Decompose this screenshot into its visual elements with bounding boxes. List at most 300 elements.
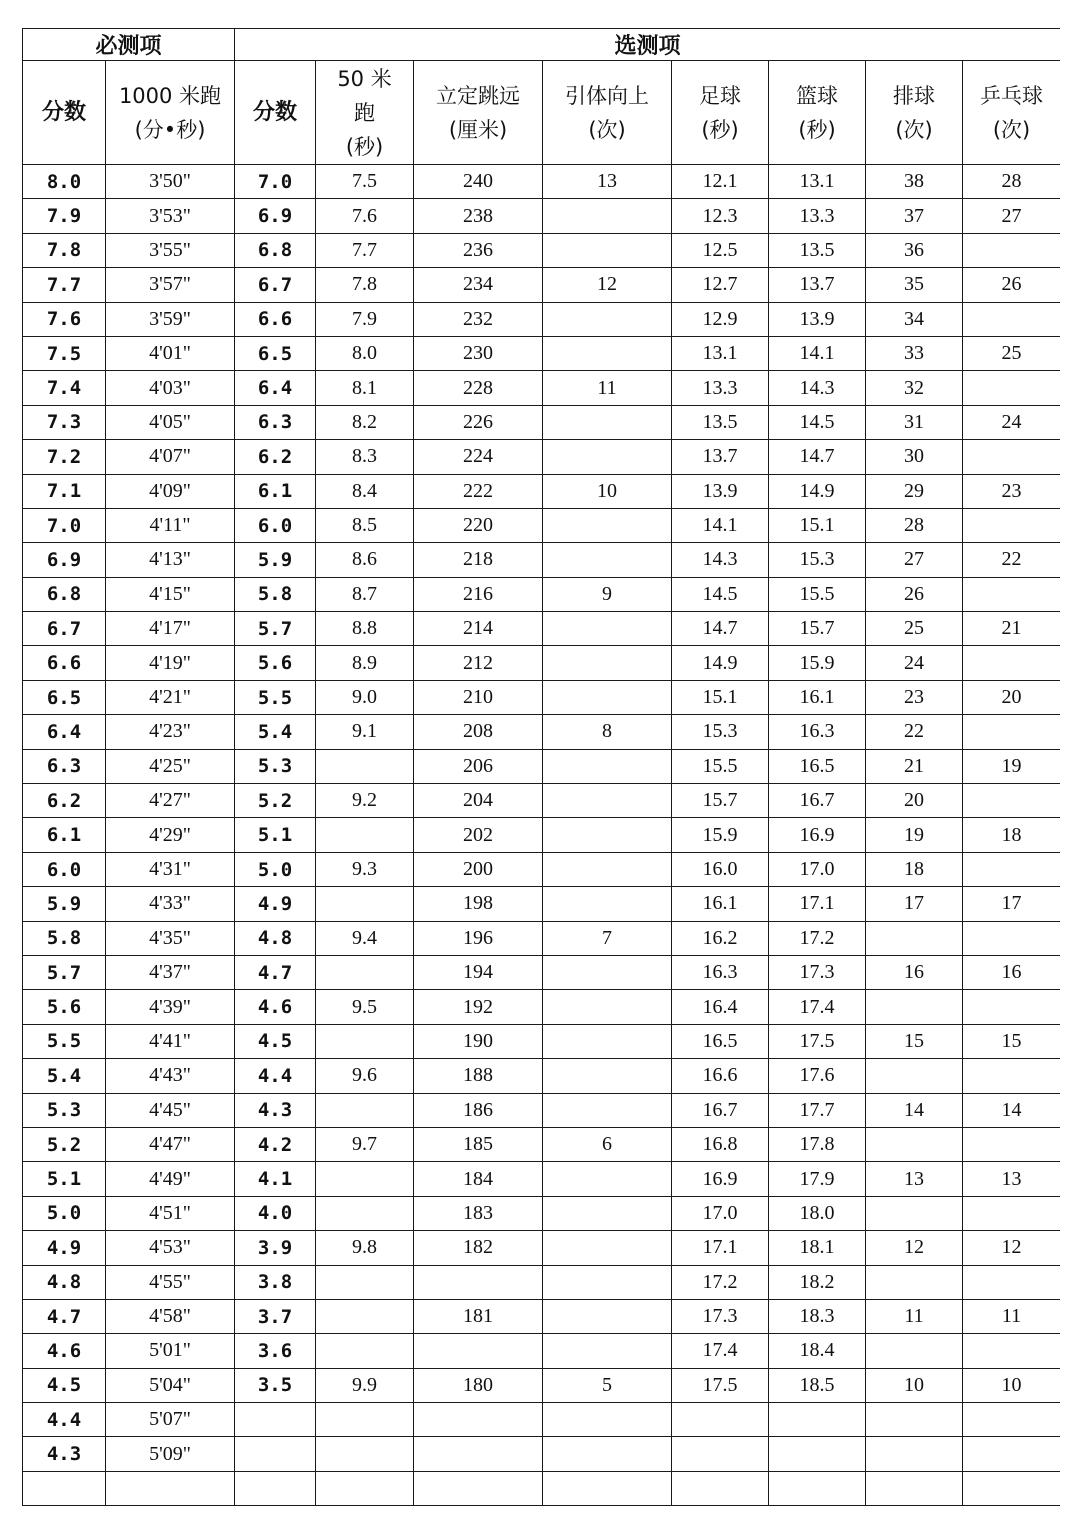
column-header-line: (秒) [798, 117, 836, 142]
run-1000m-cell: 4'55" [106, 1265, 235, 1299]
run-50m-cell [316, 1403, 414, 1437]
table-row [23, 1403, 1061, 1437]
run-50m-cell [316, 887, 414, 921]
run-1000m-cell: 4'11" [106, 508, 235, 542]
run-1000m-cell: 4'33" [106, 887, 235, 921]
score-cell: 5.2 [23, 1127, 106, 1161]
optional-score-cell: 6.8 [235, 233, 316, 267]
optional-score-cell: 4.8 [235, 921, 316, 955]
optional-score-cell: 5.9 [235, 543, 316, 577]
pull-up-cell [543, 887, 672, 921]
optional-score-cell: 4.0 [235, 1196, 316, 1230]
table-tennis-cell: 21 [963, 612, 1060, 646]
run-50m-cell: 8.4 [316, 474, 414, 508]
standing-long-jump-cell [414, 1334, 543, 1368]
football-cell: 16.3 [672, 955, 769, 989]
run-50m-cell: 8.7 [316, 577, 414, 611]
run-50m-cell: 8.0 [316, 336, 414, 370]
table-tennis-cell [963, 990, 1060, 1024]
table-row [23, 646, 1061, 680]
score-cell: 7.7 [23, 268, 106, 302]
run-1000m-cell: 5'07" [106, 1403, 235, 1437]
table-row [23, 1265, 1061, 1299]
score-cell: 7.8 [23, 233, 106, 267]
column-header-row [23, 61, 1061, 165]
pull-up-cell [543, 543, 672, 577]
run-50m-cell [316, 749, 414, 783]
table-tennis-cell [963, 646, 1060, 680]
table-tennis-cell: 16 [963, 955, 1060, 989]
table-row [23, 1471, 1061, 1505]
basketball-cell: 18.3 [769, 1299, 866, 1333]
pull-up-cell [543, 405, 672, 439]
column-header-line: (秒) [701, 117, 739, 142]
score-cell: 6.9 [23, 543, 106, 577]
run-50m-cell: 9.9 [316, 1368, 414, 1402]
football-cell: 17.3 [672, 1299, 769, 1333]
run-50m-cell: 8.3 [316, 440, 414, 474]
pull-up-cell [543, 1299, 672, 1333]
standing-long-jump-cell [414, 1471, 543, 1505]
column-header-line: 篮球 [796, 83, 839, 108]
score-cell: 6.6 [23, 646, 106, 680]
run-50m-cell [316, 1334, 414, 1368]
volleyball-cell [866, 1127, 963, 1161]
score-header [23, 61, 106, 165]
score-cell: 7.0 [23, 508, 106, 542]
football-cell: 14.7 [672, 612, 769, 646]
run-50m-cell [316, 1265, 414, 1299]
table-row [23, 887, 1061, 921]
run-50m-cell [316, 1093, 414, 1127]
run-50m-cell: 9.5 [316, 990, 414, 1024]
run-50m-cell [316, 955, 414, 989]
run-1000m-cell: 4'53" [106, 1231, 235, 1265]
score-cell: 7.6 [23, 302, 106, 336]
table-row [23, 508, 1061, 542]
football-cell: 17.0 [672, 1196, 769, 1230]
basketball-cell [769, 1471, 866, 1505]
score-cell: 5.8 [23, 921, 106, 955]
volleyball-cell [866, 1403, 963, 1437]
run-1000m-cell: 4'01" [106, 336, 235, 370]
column-header-line: 跑 [354, 100, 376, 125]
run-1000m-cell: 4'31" [106, 852, 235, 886]
standing-long-jump-cell: 185 [414, 1127, 543, 1161]
volleyball-cell: 17 [866, 887, 963, 921]
table-row [23, 715, 1061, 749]
pull-up-cell [543, 680, 672, 714]
score-cell: 4.9 [23, 1231, 106, 1265]
table-tennis-cell: 27 [963, 199, 1060, 233]
optional-score-cell: 4.2 [235, 1127, 316, 1161]
table-row [23, 1162, 1061, 1196]
table-tennis-cell [963, 1471, 1060, 1505]
score-cell: 5.7 [23, 955, 106, 989]
basketball-header [769, 61, 866, 165]
standing-long-jump-cell: 180 [414, 1368, 543, 1402]
score-cell: 6.8 [23, 577, 106, 611]
run-50m-cell: 9.3 [316, 852, 414, 886]
table-tennis-cell [963, 440, 1060, 474]
table-row [23, 302, 1061, 336]
table-row [23, 474, 1061, 508]
volleyball-cell [866, 1265, 963, 1299]
optional-score-cell: 5.1 [235, 818, 316, 852]
football-cell: 16.6 [672, 1059, 769, 1093]
volleyball-cell [866, 1471, 963, 1505]
football-cell: 16.8 [672, 1127, 769, 1161]
table-tennis-cell [963, 1127, 1060, 1161]
run-50m-cell [316, 1162, 414, 1196]
standing-long-jump-cell: 204 [414, 784, 543, 818]
volleyball-cell: 35 [866, 268, 963, 302]
pull-up-cell: 10 [543, 474, 672, 508]
optional-score-cell: 3.6 [235, 1334, 316, 1368]
volleyball-cell: 15 [866, 1024, 963, 1058]
score-cell: 7.4 [23, 371, 106, 405]
run-1000m-cell: 4'15" [106, 577, 235, 611]
score-cell: 6.2 [23, 784, 106, 818]
table-row [23, 1196, 1061, 1230]
optional-score-cell: 6.7 [235, 268, 316, 302]
column-header-line: (分•秒) [134, 117, 206, 142]
basketball-cell: 17.6 [769, 1059, 866, 1093]
pull-up-cell: 11 [543, 371, 672, 405]
optional-score-cell: 4.5 [235, 1024, 316, 1058]
basketball-cell: 17.1 [769, 887, 866, 921]
standing-long-jump-cell [414, 1437, 543, 1471]
standing-long-jump-cell: 208 [414, 715, 543, 749]
basketball-cell: 15.9 [769, 646, 866, 680]
optional-score-cell: 6.6 [235, 302, 316, 336]
volleyball-cell: 24 [866, 646, 963, 680]
run-50m-cell [316, 818, 414, 852]
basketball-cell: 13.5 [769, 233, 866, 267]
standing-long-jump-cell: 210 [414, 680, 543, 714]
score-cell: 4.3 [23, 1437, 106, 1471]
run-1000m-cell: 3'53" [106, 199, 235, 233]
table-tennis-cell [963, 1196, 1060, 1230]
table-row [23, 1437, 1061, 1471]
football-cell: 15.1 [672, 680, 769, 714]
optional-score-cell: 3.7 [235, 1299, 316, 1333]
run-1000m-cell: 4'19" [106, 646, 235, 680]
table-tennis-cell: 18 [963, 818, 1060, 852]
volleyball-cell: 14 [866, 1093, 963, 1127]
pull-up-cell [543, 440, 672, 474]
run-50m-cell [316, 1471, 414, 1505]
football-cell: 16.1 [672, 887, 769, 921]
standing-long-jump-cell [414, 1403, 543, 1437]
run-1000m-cell [106, 1471, 235, 1505]
column-header-line: (次) [895, 117, 933, 142]
volleyball-cell: 30 [866, 440, 963, 474]
standing-long-jump-cell [414, 1265, 543, 1299]
pull-up-cell [543, 1196, 672, 1230]
standing-long-jump-cell: 194 [414, 955, 543, 989]
volleyball-cell: 13 [866, 1162, 963, 1196]
run-1000m-cell: 4'51" [106, 1196, 235, 1230]
football-cell: 12.3 [672, 199, 769, 233]
football-cell: 12.1 [672, 165, 769, 199]
football-cell: 14.3 [672, 543, 769, 577]
pull-up-cell [543, 646, 672, 680]
table-tennis-cell [963, 1334, 1060, 1368]
basketball-cell: 17.0 [769, 852, 866, 886]
basketball-cell: 18.0 [769, 1196, 866, 1230]
pull-up-cell [543, 612, 672, 646]
optional-score-cell: 5.3 [235, 749, 316, 783]
column-header-line: 分数 [253, 99, 298, 125]
volleyball-header [866, 61, 963, 165]
table-row [23, 990, 1061, 1024]
pull-up-cell: 7 [543, 921, 672, 955]
table-row [23, 543, 1061, 577]
basketball-cell [769, 1403, 866, 1437]
run-1000m-cell: 3'50" [106, 165, 235, 199]
score-cell: 5.9 [23, 887, 106, 921]
run-1000m-cell: 4'07" [106, 440, 235, 474]
football-cell: 16.9 [672, 1162, 769, 1196]
table-row [23, 1368, 1061, 1402]
optional-score-cell: 3.9 [235, 1231, 316, 1265]
score-cell: 6.1 [23, 818, 106, 852]
football-cell: 15.5 [672, 749, 769, 783]
pull-up-cell [543, 784, 672, 818]
run-1000m-cell: 4'39" [106, 990, 235, 1024]
column-header-line: 足球 [699, 83, 742, 108]
score-cell: 7.1 [23, 474, 106, 508]
optional-score-cell: 6.5 [235, 336, 316, 370]
basketball-cell: 18.5 [769, 1368, 866, 1402]
column-header-line: 立定跳远 [436, 83, 521, 108]
football-cell: 15.7 [672, 784, 769, 818]
football-cell: 13.9 [672, 474, 769, 508]
football-cell: 17.5 [672, 1368, 769, 1402]
table-tennis-cell [963, 921, 1060, 955]
volleyball-cell: 27 [866, 543, 963, 577]
basketball-cell: 17.7 [769, 1093, 866, 1127]
table-tennis-header [963, 61, 1060, 165]
run-1000m-cell: 4'41" [106, 1024, 235, 1058]
volleyball-cell: 23 [866, 680, 963, 714]
score-cell [23, 1471, 106, 1505]
football-cell: 16.2 [672, 921, 769, 955]
pull-up-cell [543, 233, 672, 267]
run-1000m-cell: 4'25" [106, 749, 235, 783]
basketball-cell: 14.1 [769, 336, 866, 370]
basketball-cell: 17.5 [769, 1024, 866, 1058]
score-cell: 7.3 [23, 405, 106, 439]
football-cell: 17.2 [672, 1265, 769, 1299]
basketball-cell: 13.7 [769, 268, 866, 302]
football-cell: 13.1 [672, 336, 769, 370]
column-header-line: 1000 米跑 [118, 83, 222, 108]
score-cell: 4.6 [23, 1334, 106, 1368]
score-cell: 6.4 [23, 715, 106, 749]
volleyball-cell [866, 921, 963, 955]
table-tennis-cell [963, 302, 1060, 336]
volleyball-cell [866, 1059, 963, 1093]
volleyball-cell: 10 [866, 1368, 963, 1402]
score-cell: 6.7 [23, 612, 106, 646]
column-header-line: 排球 [893, 83, 936, 108]
run-1000m-cell: 4'49" [106, 1162, 235, 1196]
run-50m-cell: 8.6 [316, 543, 414, 577]
football-cell: 16.7 [672, 1093, 769, 1127]
optional-score-cell: 4.4 [235, 1059, 316, 1093]
volleyball-cell: 18 [866, 852, 963, 886]
pull-up-cell [543, 1334, 672, 1368]
run-50m-cell: 9.6 [316, 1059, 414, 1093]
optional-items-header: 选测项 [235, 29, 1060, 61]
table-row [23, 1231, 1061, 1265]
volleyball-cell: 12 [866, 1231, 963, 1265]
pull-up-cell: 5 [543, 1368, 672, 1402]
column-header-line: 50 米 [337, 66, 392, 91]
volleyball-cell: 37 [866, 199, 963, 233]
score-cell: 5.1 [23, 1162, 106, 1196]
football-cell: 14.9 [672, 646, 769, 680]
basketball-cell: 17.3 [769, 955, 866, 989]
optional-score-cell: 7.0 [235, 165, 316, 199]
pull-up-cell [543, 1162, 672, 1196]
volleyball-cell: 19 [866, 818, 963, 852]
pull-up-cell [543, 749, 672, 783]
optional-score-cell: 4.7 [235, 955, 316, 989]
standing-long-jump-header [414, 61, 543, 165]
run-50m-cell: 9.0 [316, 680, 414, 714]
column-header-line: 引体向上 [565, 83, 650, 108]
standing-long-jump-cell: 200 [414, 852, 543, 886]
standing-long-jump-cell: 224 [414, 440, 543, 474]
score-cell: 6.0 [23, 852, 106, 886]
required-items-header: 必测项 [23, 29, 235, 61]
optional-score-header [235, 61, 316, 165]
column-header-line: 乒乓球 [980, 83, 1044, 108]
optional-score-cell: 6.3 [235, 405, 316, 439]
run-1000m-cell: 4'13" [106, 543, 235, 577]
football-cell: 15.3 [672, 715, 769, 749]
table-row [23, 680, 1061, 714]
run-50m-cell [316, 1437, 414, 1471]
run-1000m-cell: 4'37" [106, 955, 235, 989]
table-tennis-cell: 13 [963, 1162, 1060, 1196]
pull-up-cell: 6 [543, 1127, 672, 1161]
table-row [23, 336, 1061, 370]
column-header-line: (厘米) [448, 117, 508, 142]
table-row [23, 1127, 1061, 1161]
optional-score-cell: 6.2 [235, 440, 316, 474]
table-row [23, 1334, 1061, 1368]
standing-long-jump-cell: 238 [414, 199, 543, 233]
run-1000m-cell: 4'35" [106, 921, 235, 955]
score-cell: 5.6 [23, 990, 106, 1024]
basketball-cell: 16.9 [769, 818, 866, 852]
table-tennis-cell [963, 852, 1060, 886]
table-tennis-cell [963, 715, 1060, 749]
table-tennis-cell: 20 [963, 680, 1060, 714]
table-tennis-cell: 15 [963, 1024, 1060, 1058]
volleyball-cell: 21 [866, 749, 963, 783]
standing-long-jump-cell: 240 [414, 165, 543, 199]
optional-score-cell [235, 1403, 316, 1437]
run-50m-cell: 9.7 [316, 1127, 414, 1161]
standing-long-jump-cell: 228 [414, 371, 543, 405]
table-row [23, 612, 1061, 646]
run-50m-cell: 8.5 [316, 508, 414, 542]
run-1000m-cell: 4'27" [106, 784, 235, 818]
optional-score-cell: 3.8 [235, 1265, 316, 1299]
volleyball-cell [866, 1196, 963, 1230]
football-cell [672, 1471, 769, 1505]
basketball-cell: 14.5 [769, 405, 866, 439]
basketball-cell: 18.1 [769, 1231, 866, 1265]
optional-score-cell: 5.8 [235, 577, 316, 611]
optional-score-cell: 4.9 [235, 887, 316, 921]
score-cell: 5.0 [23, 1196, 106, 1230]
pull-up-cell [543, 1471, 672, 1505]
run-1000m-cell: 3'59" [106, 302, 235, 336]
run-50m-cell: 9.1 [316, 715, 414, 749]
volleyball-cell [866, 1334, 963, 1368]
run-1000m-cell: 4'58" [106, 1299, 235, 1333]
pull-up-cell: 8 [543, 715, 672, 749]
table-tennis-cell: 24 [963, 405, 1060, 439]
pull-up-cell [543, 508, 672, 542]
table-row [23, 199, 1061, 233]
standing-long-jump-cell: 232 [414, 302, 543, 336]
run-1000m-cell: 3'55" [106, 233, 235, 267]
standing-long-jump-cell: 202 [414, 818, 543, 852]
optional-score-cell: 6.0 [235, 508, 316, 542]
table-tennis-cell [963, 508, 1060, 542]
table-row [23, 921, 1061, 955]
standing-long-jump-cell: 236 [414, 233, 543, 267]
score-cell: 7.9 [23, 199, 106, 233]
optional-score-cell: 6.4 [235, 371, 316, 405]
column-header-line: (秒) [345, 134, 384, 159]
optional-score-cell: 4.1 [235, 1162, 316, 1196]
football-cell: 12.5 [672, 233, 769, 267]
football-cell [672, 1403, 769, 1437]
volleyball-cell: 34 [866, 302, 963, 336]
optional-score-cell [235, 1471, 316, 1505]
volleyball-cell: 29 [866, 474, 963, 508]
basketball-cell: 17.8 [769, 1127, 866, 1161]
table-row [23, 955, 1061, 989]
run-1000m-cell: 4'09" [106, 474, 235, 508]
run-1000m-cell: 5'04" [106, 1368, 235, 1402]
table-row [23, 1093, 1061, 1127]
optional-score-cell [235, 1437, 316, 1471]
optional-score-cell: 5.7 [235, 612, 316, 646]
pull-up-cell [543, 1265, 672, 1299]
football-cell: 13.7 [672, 440, 769, 474]
optional-score-cell: 5.0 [235, 852, 316, 886]
standing-long-jump-cell: 186 [414, 1093, 543, 1127]
group-header-row [23, 29, 1061, 61]
run-1000m-cell: 5'01" [106, 1334, 235, 1368]
table-row [23, 268, 1061, 302]
basketball-cell: 16.3 [769, 715, 866, 749]
score-cell: 8.0 [23, 165, 106, 199]
volleyball-cell: 20 [866, 784, 963, 818]
basketball-cell: 14.9 [769, 474, 866, 508]
table-row [23, 1299, 1061, 1333]
optional-score-cell: 6.1 [235, 474, 316, 508]
